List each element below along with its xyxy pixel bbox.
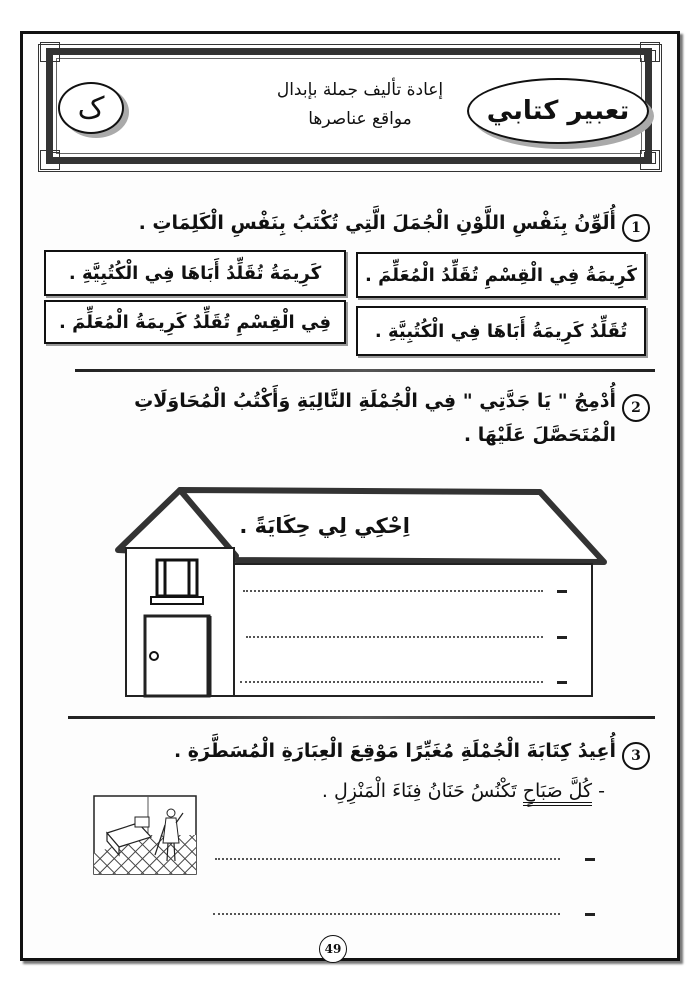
question-3-number-text: 3 — [631, 748, 641, 764]
sentence-box-text: كَرِيمَةُ فِي الْقِسْمِ تُقَلِّدُ الْمُعَلِّمَ . — [365, 264, 637, 286]
sweeping-girl-illustration — [93, 795, 197, 875]
corner-ornament-top-left-inner — [48, 50, 60, 62]
sentence-box-text: كَرِيمَةُ تُقَلِّدُ أَبَاهَا فِي الْكُتُبِيَّةِ . — [68, 262, 322, 284]
question-2-number — [622, 394, 650, 422]
answer-dash — [557, 590, 567, 593]
corner-ornament-bottom-left-inner — [48, 152, 60, 164]
sentence-box-bottom-left[interactable] — [44, 300, 346, 344]
page-number-text: 49 — [324, 942, 342, 956]
corner-ornament-bottom-right-inner — [644, 152, 656, 164]
question-3-instruction: أُعِيدُ كِتَابَةَ الْجُمْلَةِ مُغَيِّرًا مَوْقِعَ الْعِبَارَةِ الْمُسَطَّرَةِ . — [173, 740, 616, 762]
sentence-dash: - — [592, 780, 605, 802]
lesson-title-line2: مواقع عناصرها — [308, 109, 412, 129]
section-divider-1 — [75, 369, 655, 372]
page-number — [319, 935, 347, 963]
question-1-number-text: 1 — [631, 220, 641, 236]
answer-line-q2-2[interactable] — [246, 636, 543, 638]
sentence-box-top-right[interactable] — [356, 252, 646, 298]
lesson-title-line1: إعادة تأليف جملة بإبدال — [276, 80, 444, 100]
sentence-box-text: فِي الْقِسْمِ تُقَلِّدُ كَرِيمَةُ الْمُعَلِّمَ . — [59, 311, 331, 333]
sentence-box-text: تُقَلِّدُ كَرِيمَةُ أَبَاهَا فِي الْكُتُبِيَّةِ . — [374, 320, 628, 342]
underlined-phrase: كُلَّ صَبَاحٍ — [523, 780, 592, 806]
answer-line-q2-1[interactable] — [243, 590, 543, 592]
sentence-box-top-left[interactable] — [44, 250, 346, 296]
answer-dash — [557, 681, 567, 684]
house-sentence: اِحْكِي لِي حِكَايَةً . — [239, 514, 410, 538]
corner-ornament-top-right-inner — [644, 50, 656, 62]
answer-line-q3-2[interactable] — [213, 913, 560, 915]
sentence-rest: تَكْنُسُ حَنَانُ فِنَاءَ الْمَنْزِلِ . — [321, 780, 523, 802]
letter-badge-text: ک — [77, 90, 105, 126]
question-2-number-text: 2 — [631, 400, 641, 416]
subject-badge — [467, 78, 649, 144]
answer-dash — [585, 913, 595, 916]
question-1-number — [622, 214, 650, 242]
subject-badge-text: تعبير كتابي — [486, 96, 630, 126]
letter-badge — [58, 82, 124, 134]
answer-line-q2-3[interactable] — [240, 681, 543, 683]
answer-dash — [585, 858, 595, 861]
question-3-number — [622, 742, 650, 770]
question-3-sentence — [322, 780, 605, 802]
answer-line-q3-1[interactable] — [215, 858, 560, 860]
lesson-title — [230, 76, 490, 134]
question-2-instruction-line1: أُدْمِجُ " يَا جَدَّتِي " فِي الْجُمْلَةِ التَّالِيَةِ وَأَكْتُبُ الْمُحَاوَلَاتِ — [134, 390, 616, 412]
answer-dash — [557, 636, 567, 639]
question-1-instruction: أُلَوِّنُ بِنَفْسِ اللَّوْنِ الْجُمَلَ الَّتِي تُكْتَبُ بِنَفْسِ الْكَلِمَاتِ . — [138, 212, 616, 234]
sentence-box-bottom-right[interactable] — [356, 306, 646, 356]
question-2-instruction-line2: الْمُتَحَصَّلَ عَلَيْهَا . — [463, 424, 616, 446]
section-divider-2 — [68, 716, 655, 719]
